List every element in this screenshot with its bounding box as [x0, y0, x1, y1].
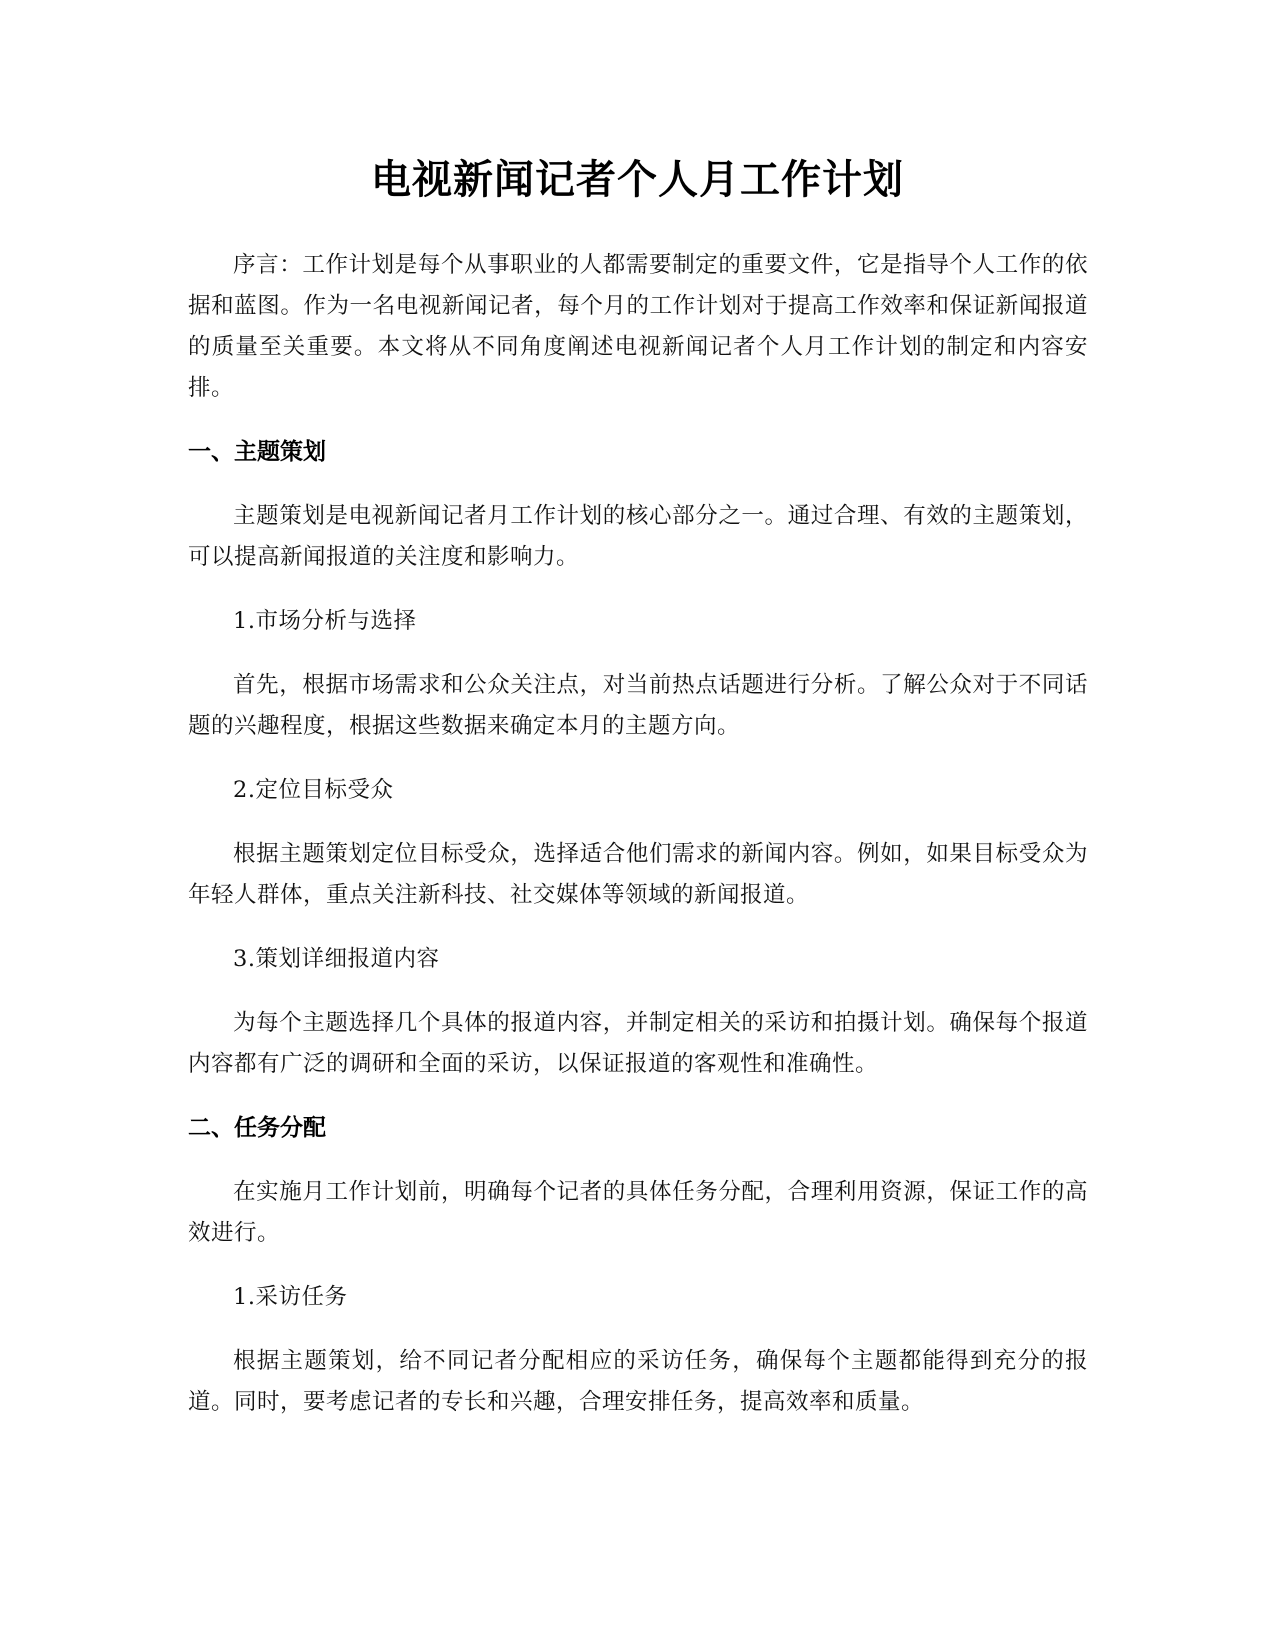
subsection-title: 1.采访任务: [233, 1284, 348, 1310]
subsection-title: 1.市场分析与选择: [233, 608, 417, 634]
section-intro-paragraph: 主题策划是电视新闻记者月工作计划的核心部分之一。通过合理、有效的主题策划，可以提高新闻报道的关注度和影响力。: [188, 503, 1088, 570]
subsection-paragraph: 根据主题策划定位目标受众，选择适合他们需求的新闻内容。例如，如果目标受众为年轻人群体，重点关注新科技、社交媒体等领域的新闻报道。: [188, 841, 1088, 908]
intro-paragraph: 序言：工作计划是每个从事职业的人都需要制定的重要文件，它是指导个人工作的依据和蓝图。作为一名电视新闻记者，每个月的工作计划对于提高工作效率和保证新闻报道的质量至关重要。本文将从不同角度阐述电视新闻记者个人月工作计划的制定和内容安排。: [188, 252, 1088, 401]
section-intro-paragraph: 在实施月工作计划前，明确每个记者的具体任务分配，合理利用资源，保证工作的高效进行。: [188, 1179, 1088, 1246]
section-heading-topic-planning: 一、主题策划: [188, 439, 326, 465]
document-body: [188, 245, 1088, 1446]
subsection-title: 3.策划详细报道内容: [233, 946, 440, 972]
section-heading-task-assignment: 二、任务分配: [188, 1115, 326, 1141]
subsection-title: 2.定位目标受众: [233, 777, 394, 803]
subsection-paragraph: 首先，根据市场需求和公众关注点，对当前热点话题进行分析。了解公众对于不同话题的兴趣程度，根据这些数据来确定本月的主题方向。: [188, 672, 1088, 739]
subsection-paragraph: 根据主题策划，给不同记者分配相应的采访任务，确保每个主题都能得到充分的报道。同时，要考虑记者的专长和兴趣，合理安排任务，提高效率和质量。: [188, 1348, 1088, 1415]
document-title: 电视新闻记者个人月工作计划: [371, 157, 904, 203]
subsection-paragraph: 为每个主题选择几个具体的报道内容，并制定相关的采访和拍摄计划。确保每个报道内容都有广泛的调研和全面的采访，以保证报道的客观性和准确性。: [188, 1010, 1088, 1077]
